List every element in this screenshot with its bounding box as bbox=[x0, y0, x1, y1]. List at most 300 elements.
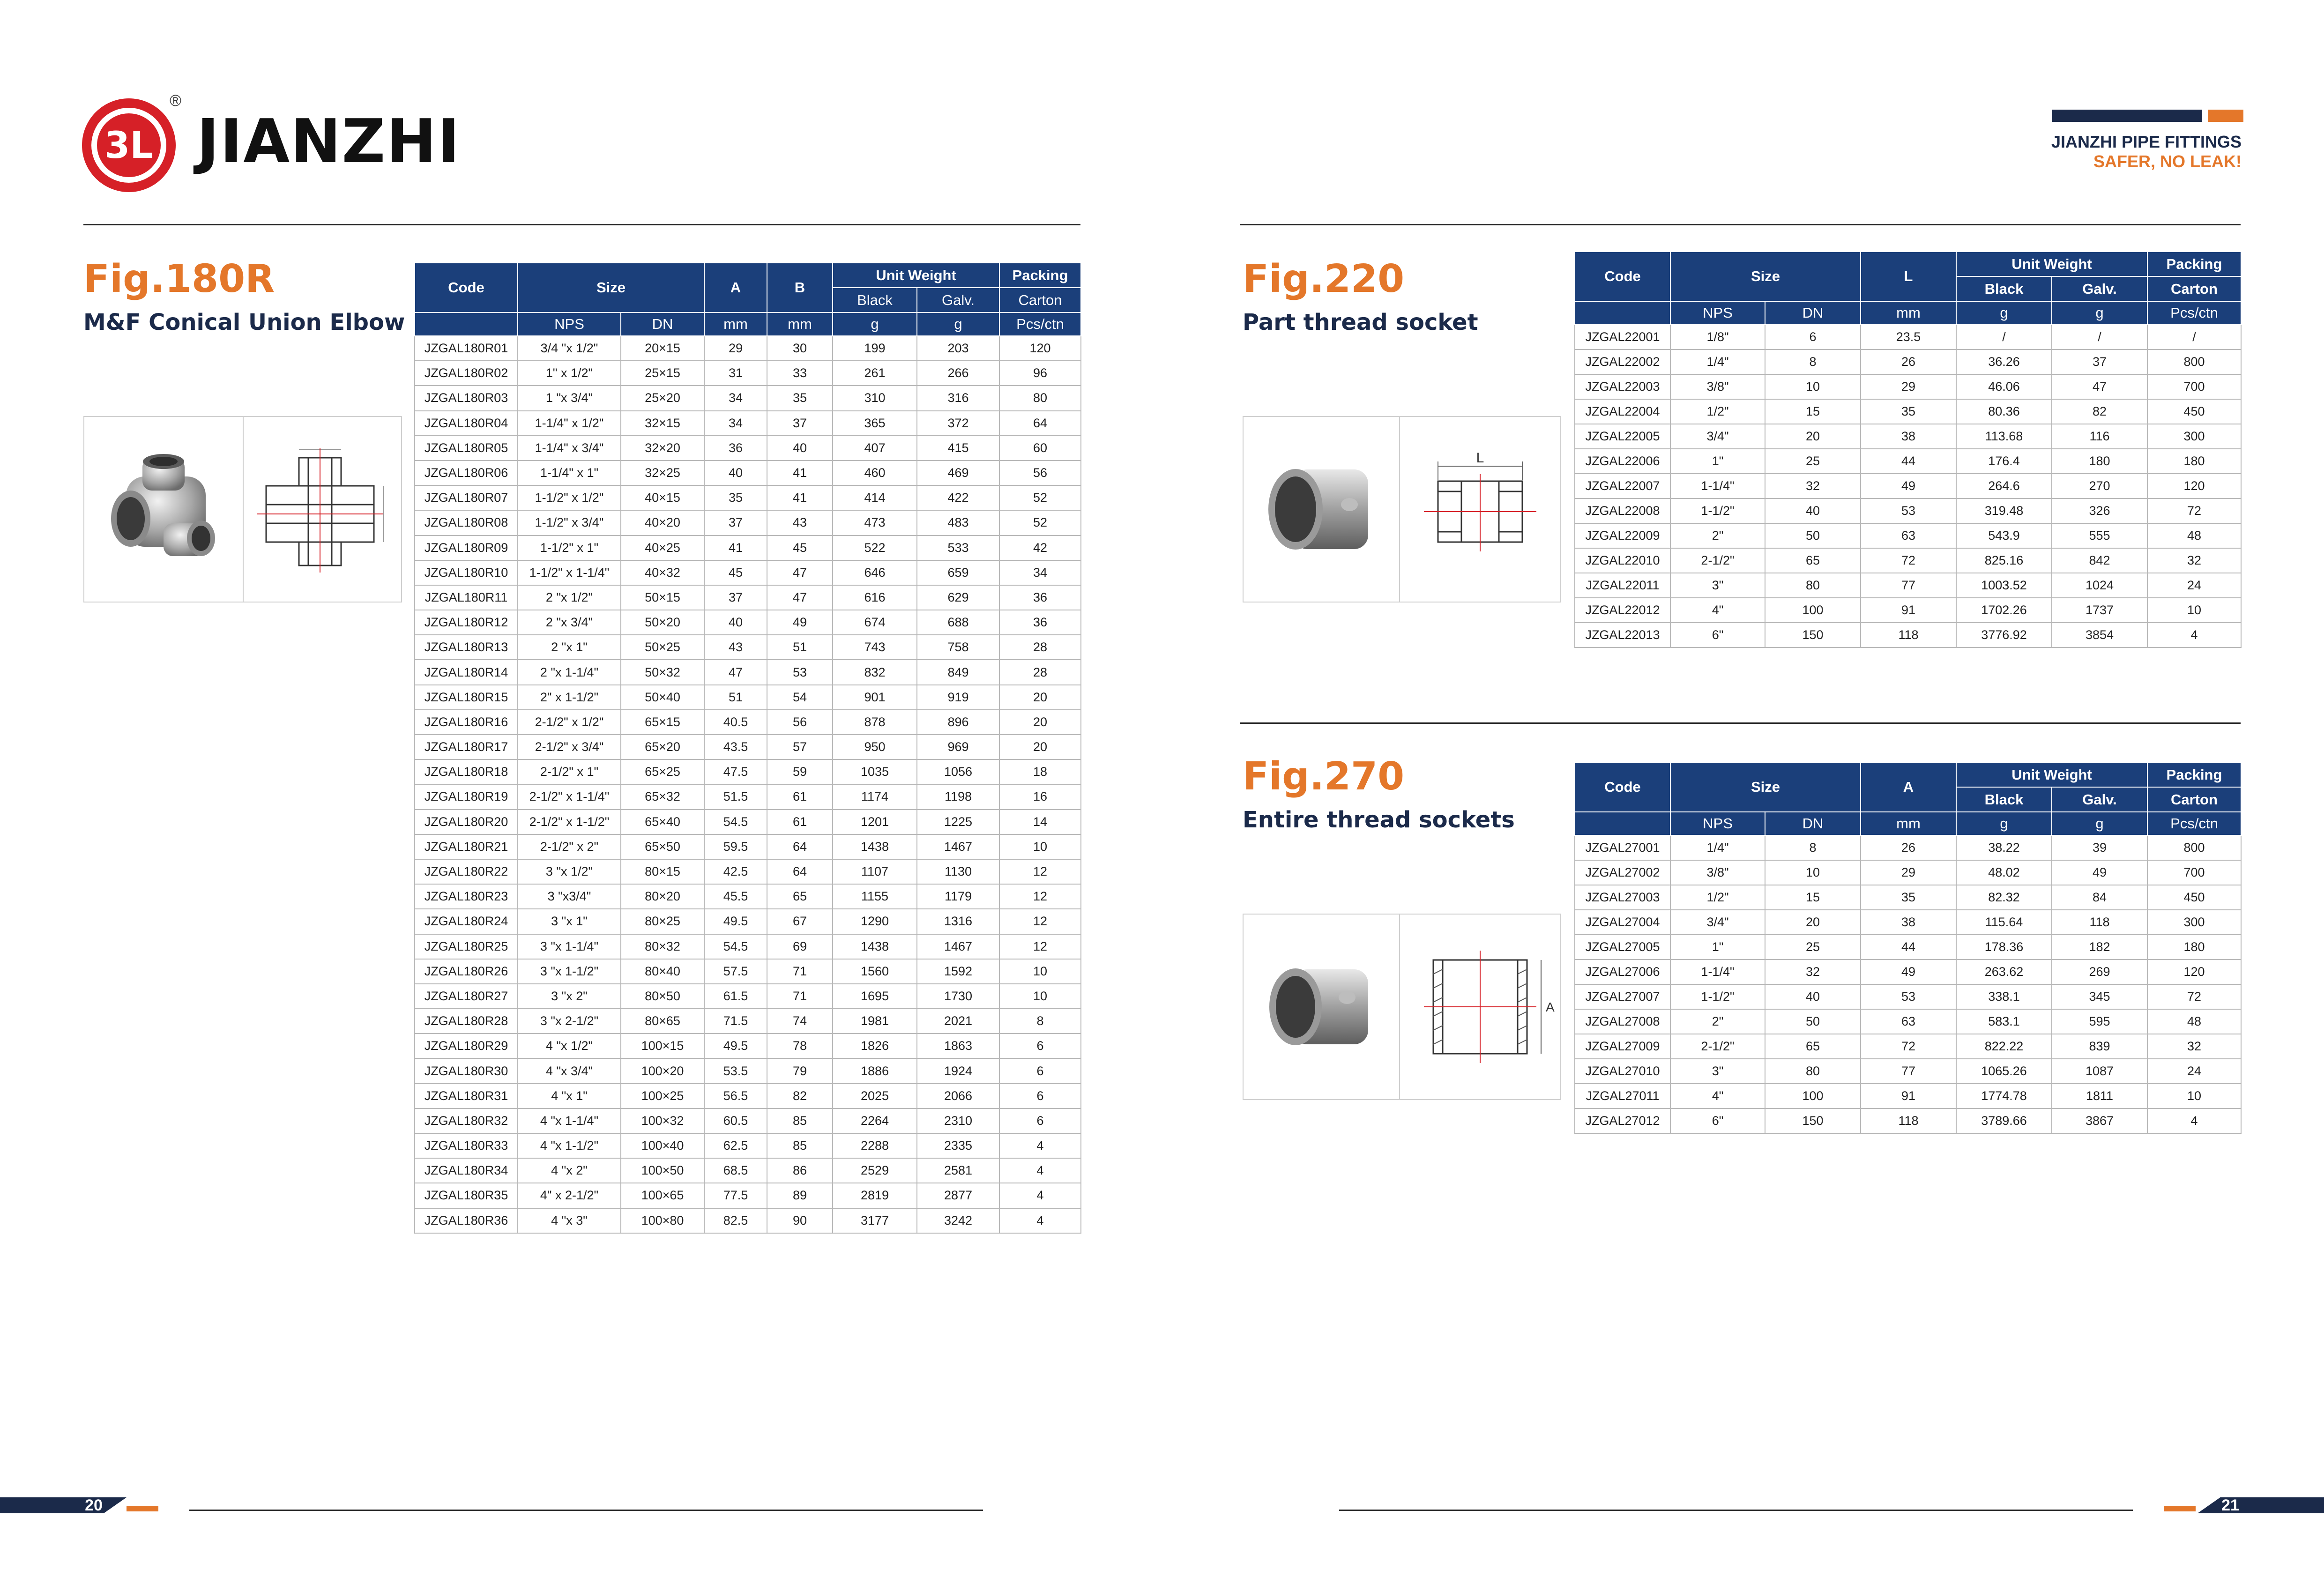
table-cell: 90 bbox=[767, 1208, 833, 1233]
table-cell: 4 "x 3/4" bbox=[518, 1058, 621, 1083]
table-cell: 54.5 bbox=[704, 934, 767, 959]
table-cell: 41 bbox=[767, 485, 833, 510]
table-cell: 38 bbox=[1861, 910, 1956, 935]
table-cell: 270 bbox=[2052, 474, 2147, 498]
table-cell: JZGAL22004 bbox=[1575, 399, 1670, 424]
table-cell: 1438 bbox=[833, 834, 917, 859]
th-code-blank bbox=[1575, 812, 1670, 835]
table-cell: 50×15 bbox=[621, 585, 704, 610]
table-row bbox=[1575, 399, 2241, 424]
table-cell: 180 bbox=[2147, 449, 2241, 474]
table-cell: 1-1/4" bbox=[1670, 474, 1765, 498]
table-cell: 18 bbox=[999, 759, 1081, 784]
th-size: Size bbox=[1670, 252, 1861, 301]
table-cell: 3/4" bbox=[1670, 424, 1765, 449]
table-cell: 65 bbox=[1765, 548, 1861, 573]
th-carton-unit: Pcs/ctn bbox=[2147, 812, 2241, 835]
table-cell: JZGAL180R07 bbox=[415, 485, 518, 510]
table-cell: 543.9 bbox=[1956, 523, 2052, 548]
table-cell: 30 bbox=[767, 336, 833, 361]
table-cell: 82 bbox=[2052, 399, 2147, 424]
table-cell: 12 bbox=[999, 909, 1081, 934]
table-row bbox=[415, 685, 1081, 710]
th-mm: mm bbox=[1861, 301, 1956, 325]
table-cell: 3/8" bbox=[1670, 860, 1765, 885]
table-cell: 1695 bbox=[833, 984, 917, 1009]
table-cell: 100×80 bbox=[621, 1208, 704, 1233]
table-cell: 700 bbox=[2147, 860, 2241, 885]
th-nps: NPS bbox=[518, 312, 621, 336]
table-cell: 100 bbox=[1765, 1084, 1861, 1108]
table-cell: 2310 bbox=[917, 1108, 999, 1133]
table-cell: 533 bbox=[917, 536, 999, 560]
th-size: Size bbox=[518, 263, 704, 312]
brand-tagline-2: SAFER, NO LEAK! bbox=[2093, 152, 2242, 171]
table-row bbox=[1575, 860, 2241, 885]
table-cell: 79 bbox=[767, 1058, 833, 1083]
table-cell: 4 "x 1" bbox=[518, 1084, 621, 1108]
table-cell: 878 bbox=[833, 710, 917, 735]
table-cell: 25 bbox=[1765, 935, 1861, 960]
table-cell: 100×20 bbox=[621, 1058, 704, 1083]
table-cell: 72 bbox=[2147, 498, 2241, 523]
th-nps: NPS bbox=[1670, 812, 1765, 835]
table-cell: JZGAL180R03 bbox=[415, 386, 518, 410]
table-cell: 1225 bbox=[917, 810, 999, 834]
table-cell: 3/8" bbox=[1670, 374, 1765, 399]
table-cell: 32 bbox=[1765, 474, 1861, 498]
table-cell: 6 bbox=[1765, 325, 1861, 350]
table-cell: 2 "x 1/2" bbox=[518, 585, 621, 610]
table-row bbox=[415, 361, 1081, 386]
table-row bbox=[415, 834, 1081, 859]
table-cell: 65×15 bbox=[621, 710, 704, 735]
table-cell: 178.36 bbox=[1956, 935, 2052, 960]
table-cell: 25×20 bbox=[621, 386, 704, 410]
table-cell: 300 bbox=[2147, 424, 2241, 449]
table-cell: 483 bbox=[917, 510, 999, 535]
table-cell: 1-1/2" x 1/2" bbox=[518, 485, 621, 510]
table-cell: 24 bbox=[2147, 1059, 2241, 1084]
table-cell: 50×32 bbox=[621, 660, 704, 684]
fig220-spec-table bbox=[1574, 251, 2242, 648]
table-cell: 47 bbox=[704, 660, 767, 684]
table-row bbox=[415, 884, 1081, 909]
table-cell: JZGAL27001 bbox=[1575, 835, 1670, 860]
table-cell: 42 bbox=[999, 536, 1081, 560]
table-cell: 24 bbox=[2147, 573, 2241, 598]
table-cell: 659 bbox=[917, 560, 999, 585]
table-cell: 10 bbox=[2147, 1084, 2241, 1108]
table-cell: 2-1/2" x 2" bbox=[518, 834, 621, 859]
footer-accent-left bbox=[127, 1506, 158, 1511]
table-cell: 89 bbox=[767, 1183, 833, 1208]
table-row bbox=[1575, 1059, 2241, 1084]
table-cell: 71 bbox=[767, 984, 833, 1009]
table-row bbox=[415, 1158, 1081, 1183]
th-packing: Packing bbox=[2147, 252, 2241, 276]
table-cell: JZGAL180R02 bbox=[415, 361, 518, 386]
table-cell: 2021 bbox=[917, 1009, 999, 1034]
th-mm: mm bbox=[1861, 812, 1956, 835]
table-cell: 85 bbox=[767, 1133, 833, 1158]
table-cell: 100×40 bbox=[621, 1133, 704, 1158]
table-cell: 10 bbox=[1765, 374, 1861, 399]
table-cell: 616 bbox=[833, 585, 917, 610]
table-row bbox=[415, 485, 1081, 510]
table-cell: 12 bbox=[999, 859, 1081, 884]
table-cell: 32×20 bbox=[621, 436, 704, 461]
table-cell: 3776.92 bbox=[1956, 623, 2052, 647]
table-cell: 52 bbox=[999, 485, 1081, 510]
table-cell: 743 bbox=[833, 635, 917, 660]
registered-mark: ® bbox=[170, 92, 182, 110]
table-cell: 37 bbox=[767, 411, 833, 436]
table-cell: 47 bbox=[2052, 374, 2147, 399]
table-cell: 1024 bbox=[2052, 573, 2147, 598]
table-cell: 1155 bbox=[833, 884, 917, 909]
table-cell: 6" bbox=[1670, 1108, 1765, 1133]
table-cell: JZGAL180R08 bbox=[415, 510, 518, 535]
table-row bbox=[1575, 1084, 2241, 1108]
table-cell: 51.5 bbox=[704, 784, 767, 809]
table-cell: 40 bbox=[767, 436, 833, 461]
table-cell: JZGAL27009 bbox=[1575, 1034, 1670, 1059]
table-cell: 32 bbox=[1765, 960, 1861, 984]
table-cell: 91 bbox=[1861, 598, 1956, 623]
table-cell: 20 bbox=[999, 710, 1081, 735]
table-row bbox=[415, 735, 1081, 759]
table-cell: 2" bbox=[1670, 1009, 1765, 1034]
table-cell: JZGAL180R19 bbox=[415, 784, 518, 809]
table-cell: 969 bbox=[917, 735, 999, 759]
table-cell: 67 bbox=[767, 909, 833, 934]
table-cell: 414 bbox=[833, 485, 917, 510]
table-cell: 310 bbox=[833, 386, 917, 410]
table-cell: 3 "x 2-1/2" bbox=[518, 1009, 621, 1034]
table-cell: 80×65 bbox=[621, 1009, 704, 1034]
table-row bbox=[415, 1183, 1081, 1208]
table-cell: 8 bbox=[999, 1009, 1081, 1034]
table-cell: 23.5 bbox=[1861, 325, 1956, 350]
table-cell: 1560 bbox=[833, 959, 917, 984]
table-cell: 77 bbox=[1861, 573, 1956, 598]
table-cell: 3" bbox=[1670, 573, 1765, 598]
table-cell: 28 bbox=[999, 660, 1081, 684]
table-cell: 4 bbox=[999, 1183, 1081, 1208]
table-cell: 2581 bbox=[917, 1158, 999, 1183]
table-cell: JZGAL22001 bbox=[1575, 325, 1670, 350]
table-cell: 4 bbox=[2147, 1108, 2241, 1133]
table-cell: 2335 bbox=[917, 1133, 999, 1158]
table-cell: 36 bbox=[999, 610, 1081, 635]
table-cell: 4 "x 3" bbox=[518, 1208, 621, 1233]
table-row bbox=[1575, 498, 2241, 523]
table-cell: 32 bbox=[2147, 548, 2241, 573]
table-cell: 35 bbox=[1861, 885, 1956, 910]
footer-accent-right bbox=[2164, 1506, 2196, 1511]
table-cell: 4" bbox=[1670, 1084, 1765, 1108]
table-cell: 2025 bbox=[833, 1084, 917, 1108]
table-row bbox=[1575, 885, 2241, 910]
table-cell: 1 "x 3/4" bbox=[518, 386, 621, 410]
table-cell: 6" bbox=[1670, 623, 1765, 647]
table-cell: 3177 bbox=[833, 1208, 917, 1233]
table-cell: JZGAL22003 bbox=[1575, 374, 1670, 399]
header-rule-right bbox=[1240, 224, 2241, 225]
table-cell: 2529 bbox=[833, 1158, 917, 1183]
th-carton: Carton bbox=[2147, 787, 2241, 812]
table-cell: 37 bbox=[2052, 350, 2147, 374]
table-cell: 1-1/4" bbox=[1670, 960, 1765, 984]
table-cell: 1174 bbox=[833, 784, 917, 809]
table-cell: 10 bbox=[999, 959, 1081, 984]
table-cell: 53 bbox=[1861, 984, 1956, 1009]
table-cell: 1-1/2" x 3/4" bbox=[518, 510, 621, 535]
table-cell: 51 bbox=[704, 685, 767, 710]
th-black: Black bbox=[833, 288, 917, 312]
table-row bbox=[415, 635, 1081, 660]
table-cell: 49.5 bbox=[704, 1034, 767, 1058]
table-cell: 825.16 bbox=[1956, 548, 2052, 573]
table-cell: 25×15 bbox=[621, 361, 704, 386]
table-cell: 32 bbox=[2147, 1034, 2241, 1059]
table-cell: 3 "x 2" bbox=[518, 984, 621, 1009]
table-cell: 68.5 bbox=[704, 1158, 767, 1183]
section-divider bbox=[1240, 722, 2241, 724]
th-code: Code bbox=[1575, 762, 1670, 812]
table-cell: 116 bbox=[2052, 424, 2147, 449]
table-cell: 4 "x 1-1/2" bbox=[518, 1133, 621, 1158]
table-cell: 56.5 bbox=[704, 1084, 767, 1108]
th-dn: DN bbox=[1765, 812, 1861, 835]
th-b: B bbox=[767, 263, 833, 312]
table-cell: 63 bbox=[1861, 523, 1956, 548]
table-cell: JZGAL180R18 bbox=[415, 759, 518, 784]
table-cell: 849 bbox=[917, 660, 999, 684]
table-cell: 758 bbox=[917, 635, 999, 660]
table-cell: JZGAL27011 bbox=[1575, 1084, 1670, 1108]
table-cell: 4" x 2-1/2" bbox=[518, 1183, 621, 1208]
table-cell: 266 bbox=[917, 361, 999, 386]
table-cell: 59.5 bbox=[704, 834, 767, 859]
th-galv: Galv. bbox=[2052, 787, 2147, 812]
table-cell: JZGAL22005 bbox=[1575, 424, 1670, 449]
table-cell: 1592 bbox=[917, 959, 999, 984]
table-cell: 3867 bbox=[2052, 1108, 2147, 1133]
table-cell: 2-1/2" x 3/4" bbox=[518, 735, 621, 759]
table-cell: 269 bbox=[2052, 960, 2147, 984]
table-cell: 71 bbox=[767, 959, 833, 984]
table-cell: 120 bbox=[999, 336, 1081, 361]
table-cell: 1-1/2" bbox=[1670, 984, 1765, 1009]
fig270-table-body bbox=[1575, 835, 2241, 1133]
table-cell: JZGAL180R30 bbox=[415, 1058, 518, 1083]
table-cell: / bbox=[2147, 325, 2241, 350]
table-cell: 62.5 bbox=[704, 1133, 767, 1158]
table-cell: 100×15 bbox=[621, 1034, 704, 1058]
table-cell: JZGAL27003 bbox=[1575, 885, 1670, 910]
table-cell: JZGAL180R17 bbox=[415, 735, 518, 759]
table-cell: JZGAL22007 bbox=[1575, 474, 1670, 498]
table-cell: 43 bbox=[704, 635, 767, 660]
table-cell: 6 bbox=[999, 1034, 1081, 1058]
table-cell: JZGAL22002 bbox=[1575, 350, 1670, 374]
table-cell: 35 bbox=[1861, 399, 1956, 424]
table-cell: 3" bbox=[1670, 1059, 1765, 1084]
table-cell: 78 bbox=[767, 1034, 833, 1058]
table-cell: 40×20 bbox=[621, 510, 704, 535]
table-cell: 1" bbox=[1670, 449, 1765, 474]
table-cell: 1702.26 bbox=[1956, 598, 2052, 623]
table-cell: 1/4" bbox=[1670, 835, 1765, 860]
table-cell: JZGAL180R26 bbox=[415, 959, 518, 984]
table-cell: 36.26 bbox=[1956, 350, 2052, 374]
table-cell: 1087 bbox=[2052, 1059, 2147, 1084]
table-cell: 61.5 bbox=[704, 984, 767, 1009]
table-row bbox=[1575, 449, 2241, 474]
table-cell: JZGAL180R06 bbox=[415, 461, 518, 485]
brand-tagline-1: JIANZHI PIPE FITTINGS bbox=[2051, 132, 2242, 151]
table-cell: 56 bbox=[999, 461, 1081, 485]
th-carton-unit: Pcs/ctn bbox=[2147, 301, 2241, 325]
fig180r-number: Fig.180R bbox=[83, 257, 275, 301]
table-cell: 50×25 bbox=[621, 635, 704, 660]
table-cell: JZGAL180R31 bbox=[415, 1084, 518, 1108]
table-cell: 60.5 bbox=[704, 1108, 767, 1133]
table-cell: 43 bbox=[767, 510, 833, 535]
table-cell: 82 bbox=[767, 1084, 833, 1108]
table-cell: 64 bbox=[999, 411, 1081, 436]
table-cell: 64 bbox=[767, 859, 833, 884]
table-cell: 37 bbox=[704, 510, 767, 535]
th-carton: Carton bbox=[2147, 276, 2241, 301]
table-cell: 2877 bbox=[917, 1183, 999, 1208]
table-cell: 176.4 bbox=[1956, 449, 2052, 474]
table-cell: 43.5 bbox=[704, 735, 767, 759]
table-cell: 4" bbox=[1670, 598, 1765, 623]
table-cell: 583.1 bbox=[1956, 1009, 2052, 1034]
table-cell: 1107 bbox=[833, 859, 917, 884]
table-cell: JZGAL22006 bbox=[1575, 449, 1670, 474]
fig180r-name: M&F Conical Union Elbow bbox=[83, 309, 405, 335]
table-cell: 15 bbox=[1765, 399, 1861, 424]
table-cell: 44 bbox=[1861, 935, 1956, 960]
table-cell: 2819 bbox=[833, 1183, 917, 1208]
table-cell: 65×20 bbox=[621, 735, 704, 759]
table-cell: 40.5 bbox=[704, 710, 767, 735]
th-black-unit: g bbox=[833, 312, 917, 336]
table-cell: 3854 bbox=[2052, 623, 2147, 647]
table-cell: 3/4" bbox=[1670, 910, 1765, 935]
table-cell: 31 bbox=[704, 361, 767, 386]
table-cell: JZGAL180R20 bbox=[415, 810, 518, 834]
table-cell: 1-1/2" x 1" bbox=[518, 536, 621, 560]
table-cell: 44 bbox=[1861, 449, 1956, 474]
table-cell: 65×32 bbox=[621, 784, 704, 809]
fig270-spec-table bbox=[1574, 762, 2242, 1134]
table-cell: 40×25 bbox=[621, 536, 704, 560]
table-cell: JZGAL180R12 bbox=[415, 610, 518, 635]
table-row bbox=[415, 810, 1081, 834]
th-dn: DN bbox=[1765, 301, 1861, 325]
table-cell: JZGAL180R14 bbox=[415, 660, 518, 684]
table-cell: 47 bbox=[767, 585, 833, 610]
fig220-number: Fig.220 bbox=[1243, 257, 1405, 301]
fig180r-table-body bbox=[415, 336, 1081, 1233]
table-cell: JZGAL180R35 bbox=[415, 1183, 518, 1208]
table-cell: 842 bbox=[2052, 548, 2147, 573]
table-row bbox=[415, 859, 1081, 884]
th-l: L bbox=[1861, 252, 1956, 301]
table-cell: JZGAL180R33 bbox=[415, 1133, 518, 1158]
table-cell: 12 bbox=[999, 934, 1081, 959]
th-galv-unit: g bbox=[2052, 812, 2147, 835]
table-cell: JZGAL180R15 bbox=[415, 685, 518, 710]
table-cell: 1811 bbox=[2052, 1084, 2147, 1108]
table-row bbox=[415, 660, 1081, 684]
table-cell: / bbox=[2052, 325, 2147, 350]
table-cell: 800 bbox=[2147, 835, 2241, 860]
table-cell: JZGAL180R28 bbox=[415, 1009, 518, 1034]
fig270-technical-drawing bbox=[1400, 915, 1560, 1099]
table-row bbox=[1575, 1009, 2241, 1034]
table-cell: 2" x 1-1/2" bbox=[518, 685, 621, 710]
table-cell: 29 bbox=[1861, 860, 1956, 885]
table-cell: 629 bbox=[917, 585, 999, 610]
table-cell: 1-1/4" x 3/4" bbox=[518, 436, 621, 461]
table-cell: 50×40 bbox=[621, 685, 704, 710]
table-cell: 53.5 bbox=[704, 1058, 767, 1083]
table-cell: 26 bbox=[1861, 350, 1956, 374]
table-cell: JZGAL180R05 bbox=[415, 436, 518, 461]
table-row bbox=[415, 934, 1081, 959]
table-cell: JZGAL180R22 bbox=[415, 859, 518, 884]
table-cell: 422 bbox=[917, 485, 999, 510]
table-cell: 2-1/2" bbox=[1670, 1034, 1765, 1059]
table-cell: 522 bbox=[833, 536, 917, 560]
table-row bbox=[1575, 935, 2241, 960]
table-cell: 2066 bbox=[917, 1084, 999, 1108]
table-cell: 46.06 bbox=[1956, 374, 2052, 399]
table-cell: JZGAL27007 bbox=[1575, 984, 1670, 1009]
table-cell: 36 bbox=[999, 585, 1081, 610]
table-cell: 36 bbox=[704, 436, 767, 461]
table-cell: 96 bbox=[999, 361, 1081, 386]
table-cell: 14 bbox=[999, 810, 1081, 834]
table-cell: 65×40 bbox=[621, 810, 704, 834]
th-b-unit: mm bbox=[767, 312, 833, 336]
table-cell: 688 bbox=[917, 610, 999, 635]
th-unit-weight: Unit Weight bbox=[833, 263, 999, 288]
table-cell: JZGAL22013 bbox=[1575, 623, 1670, 647]
table-cell: 54.5 bbox=[704, 810, 767, 834]
table-cell: JZGAL180R36 bbox=[415, 1208, 518, 1233]
table-cell: JZGAL180R01 bbox=[415, 336, 518, 361]
table-cell: 20 bbox=[999, 735, 1081, 759]
table-cell: 460 bbox=[833, 461, 917, 485]
table-cell: 1-1/2" x 1-1/4" bbox=[518, 560, 621, 585]
table-row bbox=[415, 1034, 1081, 1058]
table-cell: 2288 bbox=[833, 1133, 917, 1158]
table-cell: 53 bbox=[767, 660, 833, 684]
table-cell: 2-1/2" x 1" bbox=[518, 759, 621, 784]
th-size: Size bbox=[1670, 762, 1861, 812]
table-cell: 85 bbox=[767, 1108, 833, 1133]
table-cell: 839 bbox=[2052, 1034, 2147, 1059]
table-cell: 48 bbox=[2147, 523, 2241, 548]
table-cell: 800 bbox=[2147, 350, 2241, 374]
